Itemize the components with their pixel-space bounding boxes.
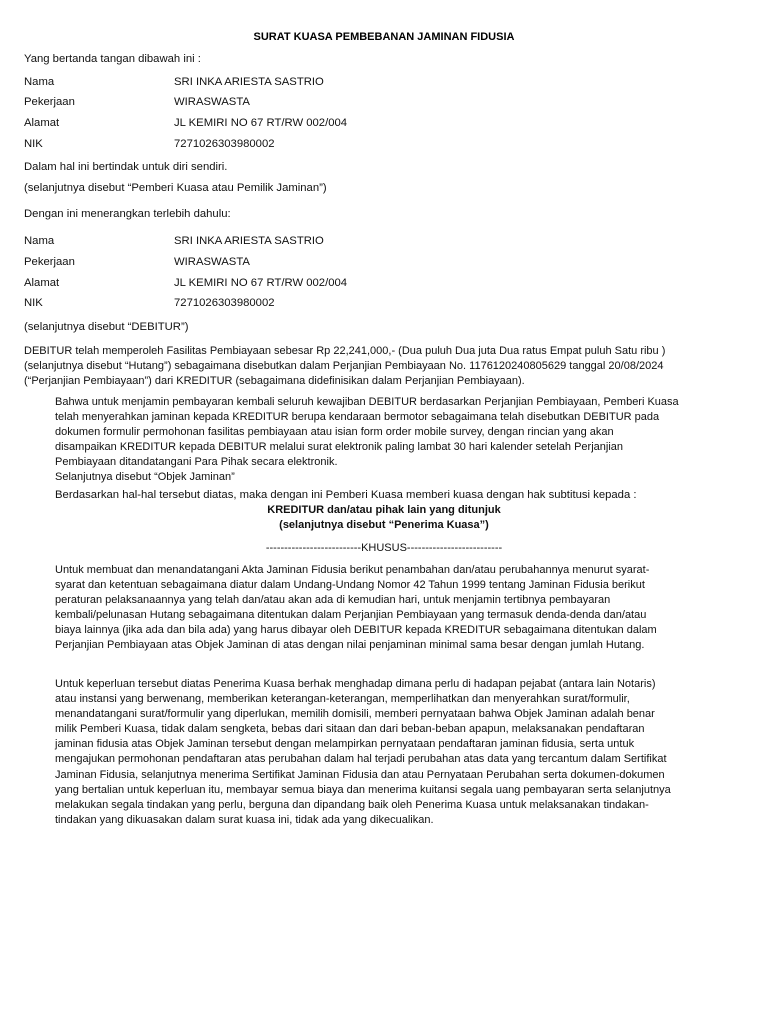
paragraph-line: milik Pemberi Kuasa, tidak dalam sengketa, bebas dari sitaan dan dari beban-beban apapun, melaksanakan pendaftaran xyxy=(55,723,645,736)
field-value: JL KEMIRI NO 67 RT/RW 002/004 xyxy=(174,277,348,289)
field-value: 7271026303980002 xyxy=(174,297,275,309)
field-label: Alamat xyxy=(24,277,60,289)
intro-text: Yang bertanda tangan dibawah ini : xyxy=(24,53,201,65)
paragraph-line: (“Perjanjian Pembiayaan”) dari KREDITUR (sebagaimana didefinisikan dalam Perjanjian Pembiayaan). xyxy=(24,375,525,388)
paragraph-line: Bahwa untuk menjamin pembayaran kembali seluruh kewajiban DEBITUR berdasarkan Perjanjian Pembiayaan, Pemberi Kuasa xyxy=(55,396,679,408)
document-title: SURAT KUASA PEMBEBANAN JAMINAN FIDUSIA xyxy=(253,31,515,43)
paragraph-line: dokumen formulir permohonan fasilitas pembiayaan atau isian form order mobile survey, dengan rincian yang akan xyxy=(55,426,614,439)
recipient-line-2: (selanjutnya disebut “Penerima Kuasa”) xyxy=(279,519,489,531)
paragraph-line: peraturan pelaksanaannya yang telah dan/atau akan ada di kemudian hari, untuk menjamin tertibnya pembayaran xyxy=(55,594,611,607)
field-value: WIRASWASTA xyxy=(174,256,250,268)
paragraph-line: atau instansi yang berwenang, memberikan keterangan-keterangan, memperlihatkan dan menyerahkan surat/formulir, xyxy=(55,693,630,706)
collateral-paragraph xyxy=(55,395,679,486)
field-label: NIK xyxy=(24,138,43,150)
paragraph-line: Jaminan Fidusia, selanjutnya menerima Sertifikat Jaminan Fidusia dan atau Pernyataan Perubahan serta dokumen-dokumen xyxy=(55,768,665,781)
field-value: JL KEMIRI NO 67 RT/RW 002/004 xyxy=(174,117,348,129)
financing-paragraph xyxy=(24,344,665,389)
paragraph-line: Untuk keperluan tersebut diatas Penerima Kuasa berhak menghadap dimana perlu di hadapan pejabat (antara lain Notaris) xyxy=(55,678,656,690)
paragraph-line: menandatangani surat/formulir yang diperlukan, memilih domisili, memberi pernyataan bahwa Objek Jaminan adalah benar xyxy=(55,708,655,721)
field-label: Nama xyxy=(24,235,55,247)
preface-text: Dengan ini menerangkan terlebih dahulu: xyxy=(24,208,231,220)
paragraph-line: (selanjutnya disebut “Hutang”) sebagaimana disebutkan dalam Perjanjian Pembiayaan No. 1176120240805629 tanggal 20/08/2024 xyxy=(24,360,664,373)
purpose-paragraph xyxy=(55,563,657,654)
field-value: WIRASWASTA xyxy=(174,96,250,108)
field-label: Pekerjaan xyxy=(24,256,75,268)
paragraph-line: mengajukan permohonan pendaftaran atas perubahan dalam hal terjadi perubahan atas data yang tercantum dalam Sertifikat xyxy=(55,753,667,766)
powers-paragraph xyxy=(55,677,671,828)
khusus-divider: --------------------------KHUSUS-------------------------- xyxy=(265,542,503,554)
field-value: 7271026303980002 xyxy=(174,138,275,150)
field-value: SRI INKA ARIESTA SASTRIO xyxy=(174,235,324,247)
paragraph-line: tindakan yang dikuasakan dalam surat kuasa ini, tidak ada yang dikecualikan. xyxy=(55,813,434,826)
paragraph-line: Perjanjian Pembiayaan atas Objek Jaminan di atas dengan nilai penjaminan minimal sama besar dengan jumlah Hutang. xyxy=(55,639,645,652)
paragraph-line: kembali/pelunasan Hutang sebagaimana ditentukan dalam Perjanjian Pembiayaan yang termasuk denda-denda dan/atau xyxy=(55,609,647,622)
debtor-alias: (selanjutnya disebut “DEBITUR”) xyxy=(24,321,189,333)
paragraph-line: syarat dan ketentuan sebagaimana diatur dalam Undang-Undang Nomor 42 Tahun 1999 tentang Jaminan Fidusia berikut xyxy=(55,579,645,592)
paragraph-line: jaminan fidusia atas Objek Jaminan tersebut dengan melampirkan pernyataan pendaftaran jaminan fidusia, serta untuk xyxy=(55,738,635,751)
paragraph-line: Selanjutnya disebut “Objek Jaminan” xyxy=(55,471,235,484)
field-label: Nama xyxy=(24,76,55,88)
paragraph-line: biaya lainnya (jika ada dan bila ada) yang harus dibayar oleh DEBITUR kepada KREDITUR sebagaimana ditentukan dalam xyxy=(55,624,657,637)
paragraph-line: melakukan segala tindakan yang perlu, berguna dan dipandang baik oleh Penerima Kuasa untuk melaksanakan tindakan- xyxy=(55,798,649,811)
field-value: SRI INKA ARIESTA SASTRIO xyxy=(174,76,324,88)
paragraph-line: telah menyerahkan jaminan kepada KREDITUR berupa kendaraan bermotor sebagaimana telah disebutkan DEBITUR pada xyxy=(55,411,660,424)
field-label: Pekerjaan xyxy=(24,96,75,108)
authorization-intro: Berdasarkan hal-hal tersebut diatas, maka dengan ini Pemberi Kuasa memberi kuasa dengan hak subtitusi kepada : xyxy=(55,489,637,501)
paragraph-line: Untuk membuat dan menandatangani Akta Jaminan Fidusia berikut penambahan dan/atau perubahannya menurut syarat- xyxy=(55,564,650,576)
paragraph-line: Pembiayaan ditandatangani Para Pihak secara elektronik. xyxy=(55,456,338,469)
paragraph-line: yang bertalian untuk keperluan itu, membayar semua biaya dan menerima kuitansi segala uang pembayaran serta selanjutnya xyxy=(55,783,671,796)
paragraph-line: disampaikan KREDITUR kepada DEBITUR melalui surat elektronik paling lambat 30 hari kalender setelah Perjanjian xyxy=(55,441,623,454)
field-label: Alamat xyxy=(24,117,60,129)
recipient-line-1: KREDITUR dan/atau pihak lain yang ditunjuk xyxy=(267,504,501,516)
field-label: NIK xyxy=(24,297,43,309)
paragraph-line: DEBITUR telah memperoleh Fasilitas Pembiayaan sebesar Rp 22,241,000,- (Dua puluh Dua juta Dua ratus Empat puluh Satu ribu ) xyxy=(24,345,666,357)
grantor-alias: (selanjutnya disebut “Pemberi Kuasa atau Pemilik Jaminan”) xyxy=(24,182,327,194)
grantor-capacity: Dalam hal ini bertindak untuk diri sendiri. xyxy=(24,161,228,173)
